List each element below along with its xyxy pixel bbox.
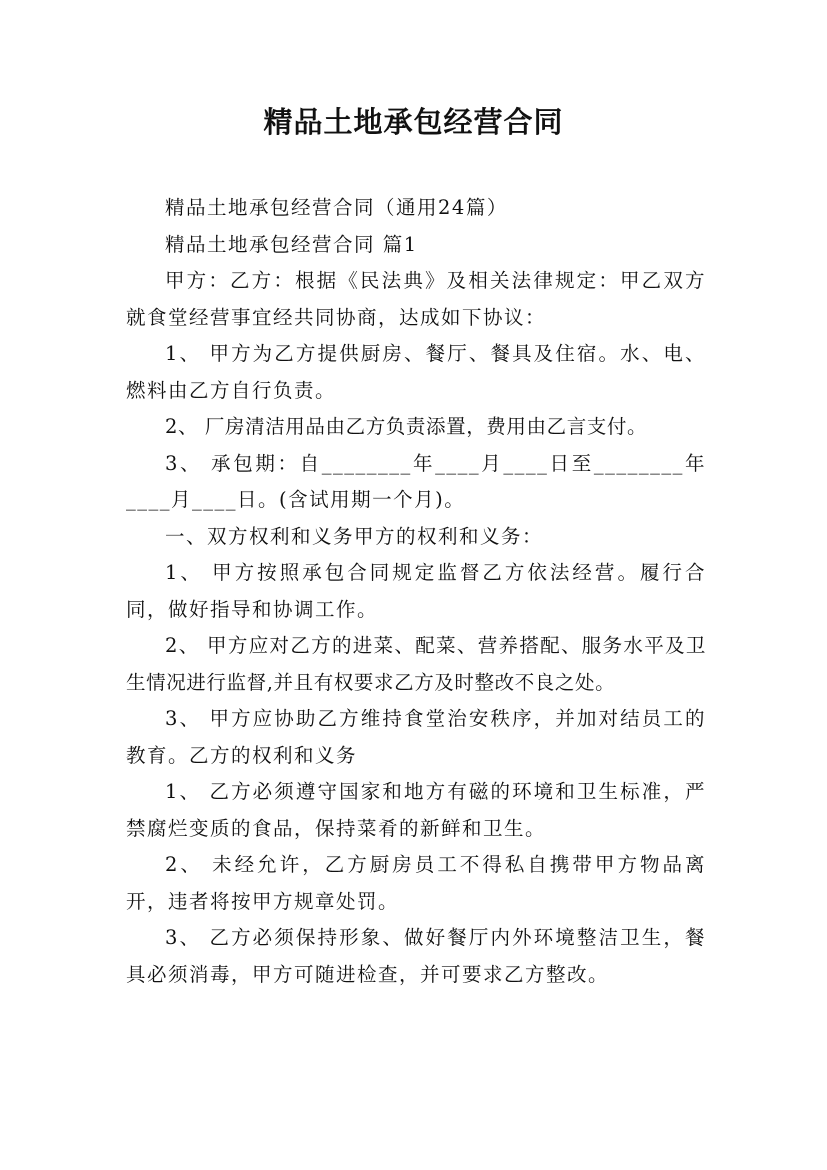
paragraph-section-heading: 精品土地承包经营合同 篇1 — [165, 232, 418, 256]
paragraph-clause-1: 1、 甲方为乙方提供厨房、餐厅、餐具及住宿。水、电、燃料由乙方自行负责。 — [126, 342, 706, 402]
paragraph-party-a-1: 1、 甲方按照承包合同规定监督乙方依法经营。履行合同，做好指导和协调工作。 — [126, 561, 706, 621]
paragraph-party-b-1: 1、 乙方必须遵守国家和地方有磁的环境和卫生标准，严禁腐烂变质的食品，保持菜肴的新鲜和卫生。 — [126, 780, 706, 840]
paragraph-preamble: 甲方：乙方：根据《民法典》及相关法律规定：甲乙双方就食堂经营事宜经共同协商，达成如下协议： — [126, 269, 706, 329]
document-body — [126, 190, 706, 993]
paragraph-party-b-2: 2、 未经允许，乙方厨房员工不得私自携带甲方物品离开，违者将按甲方规章处罚。 — [126, 853, 706, 913]
paragraph-party-b-3: 3、 乙方必须保持形象、做好餐厅内外环境整洁卫生，餐具必须消毒，甲方可随进检查，并可要求乙方整改。 — [126, 926, 706, 986]
paragraph-rights-heading: 一、双方权利和义务甲方的权利和义务： — [165, 524, 544, 548]
paragraph-subtitle: 精品土地承包经营合同（通用24篇） — [165, 196, 508, 219]
paragraph-party-a-2: 2、 甲方应对乙方的进菜、配菜、营养搭配、服务水平及卫生情况进行监督,并且有权要求乙方及时整改不良之处。 — [126, 634, 706, 694]
document-title: 精品土地承包经营合同 — [263, 105, 564, 139]
paragraph-clause-3: 3、 承包期：自________年____月____日至________年____月____日。(含试用期一个月)。 — [126, 451, 706, 511]
paragraph-party-a-3: 3、 甲方应协助乙方维持食堂治安秩序，并加对结员工的教育。乙方的权利和义务 — [126, 707, 706, 767]
paragraph-clause-2: 2、 厂房清洁用品由乙方负责添置，费用由乙言支付。 — [165, 415, 648, 438]
